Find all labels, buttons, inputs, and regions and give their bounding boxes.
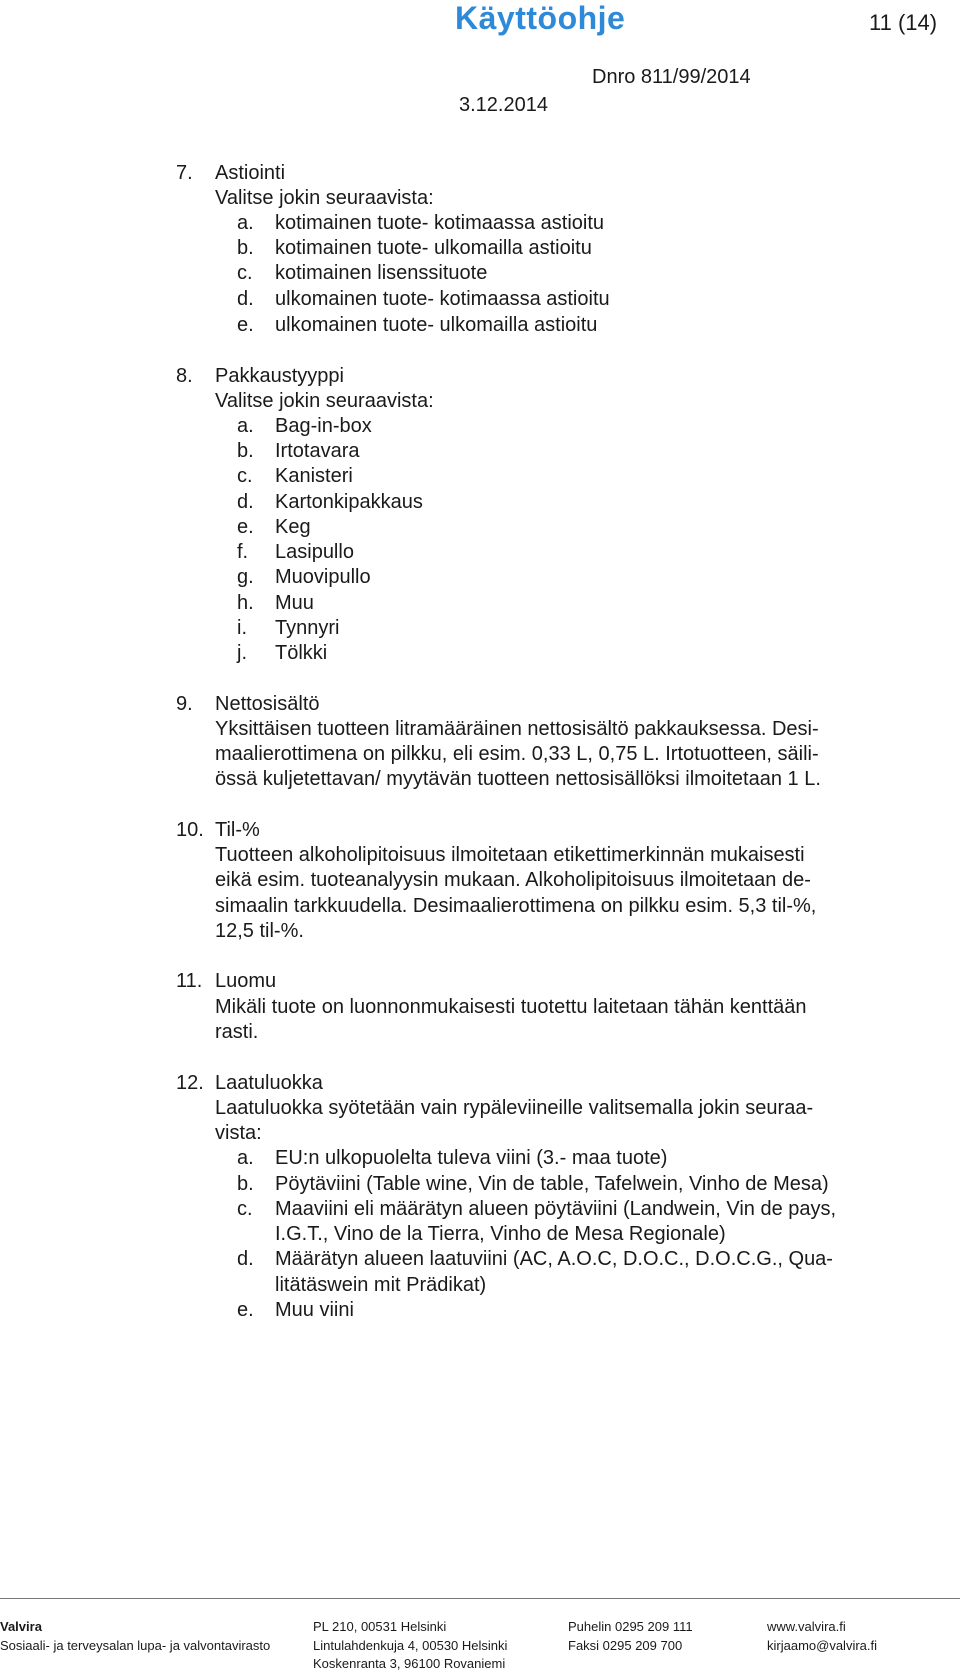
list-marker: a.: [237, 1147, 254, 1169]
list-item: Irtotavara: [275, 440, 360, 462]
footer-phone: Puhelin 0295 209 111: [568, 1619, 693, 1634]
section-body: Mikäli tuote on luonnonmukaisesti tuotettu laitetaan tähän kenttään: [215, 996, 807, 1018]
list-item: kotimainen tuote- kotimaassa astioitu: [275, 212, 605, 234]
page-number: 11 (14): [869, 10, 938, 35]
list-marker: g.: [237, 566, 254, 588]
section-body: Laatuluokka syötetään vain rypäleviineille valitsemalla jokin seuraa-: [215, 1097, 814, 1119]
list-marker: f.: [237, 541, 249, 563]
footer-email-link[interactable]: kirjaamo@valvira.fi: [767, 1638, 877, 1653]
list-item: Keg: [275, 516, 311, 538]
section-number: 11.: [176, 970, 203, 992]
footer-org: Valvira: [0, 1619, 42, 1634]
list-item: Tölkki: [275, 642, 328, 664]
section-number: 12.: [176, 1072, 204, 1094]
section-body: rasti.: [215, 1021, 259, 1043]
section-title: Pakkaustyyppi: [215, 365, 344, 387]
list-item: Tynnyri: [275, 617, 340, 639]
list-item: Muu viini: [275, 1299, 354, 1321]
footer-org-full: Sosiaali- ja terveysalan lupa- ja valvontavirasto: [0, 1638, 271, 1653]
list-marker: d.: [237, 1248, 254, 1270]
list-marker: b.: [237, 237, 254, 259]
footer-address: Koskenranta 3, 96100 Rovaniemi: [313, 1656, 506, 1671]
list-marker: i.: [237, 617, 247, 639]
section-body: Yksittäisen tuotteen litramääräinen nettosisältö pakkauksessa. Desi-: [215, 718, 819, 740]
section-number: 8.: [176, 365, 193, 387]
section-body: 12,5 til-%.: [215, 920, 304, 942]
section-body: Tuotteen alkoholipitoisuus ilmoitetaan etikettimerkinnän mukaisesti: [215, 844, 805, 866]
list-marker: d.: [237, 288, 254, 310]
document-number: Dnro 811/99/2014: [592, 66, 751, 88]
section-title: Laatuluokka: [215, 1072, 323, 1094]
document-date: 3.12.2014: [459, 94, 548, 116]
list-marker: e.: [237, 516, 254, 538]
list-item: Maaviini eli määrätyn alueen pöytäviini (Landwein, Vin de pays,: [275, 1198, 837, 1220]
list-item: EU:n ulkopuolelta tuleva viini (3.- maa tuote): [275, 1147, 668, 1169]
list-item: Lasipullo: [275, 541, 354, 563]
section-title: Til-%: [215, 819, 260, 841]
section-body: simaalin tarkkuudella. Desimaalierottimena on pilkku esim. 5,3 til-%,: [215, 895, 817, 917]
section-body: Valitse jokin seuraavista:: [215, 187, 434, 209]
footer-address: PL 210, 00531 Helsinki: [313, 1619, 447, 1634]
list-marker: c.: [237, 262, 253, 284]
list-item: Määrätyn alueen laatuviini (AC, A.O.C, D.O.C., D.O.C.G., Qua-: [275, 1248, 833, 1270]
list-item-continuation: I.G.T., Vino de la Tierra, Vinho de Mesa Regionale): [275, 1223, 726, 1245]
section-body: maalierottimena on pilkku, eli esim. 0,33 L, 0,75 L. Irtotuotteen, säili-: [215, 743, 819, 765]
section-body: eikä esim. tuoteanalyysin mukaan. Alkoholipitoisuus ilmoitetaan de-: [215, 869, 811, 891]
section-body: Valitse jokin seuraavista:: [215, 390, 434, 412]
list-item-continuation: litätäswein mit Prädikat): [275, 1274, 487, 1296]
list-item: Bag-in-box: [275, 415, 372, 437]
footer-web-link[interactable]: www.valvira.fi: [767, 1619, 846, 1634]
footer-address: Lintulahdenkuja 4, 00530 Helsinki: [313, 1638, 508, 1653]
section-body: össä kuljetettavan/ myytävän tuotteen nettosisällöksi ilmoitetaan 1 L.: [215, 768, 821, 790]
list-item: Kanisteri: [275, 465, 353, 487]
list-marker: b.: [237, 1173, 254, 1195]
list-item: Pöytäviini (Table wine, Vin de table, Tafelwein, Vinho de Mesa): [275, 1173, 829, 1195]
section-title: Luomu: [215, 970, 277, 992]
list-marker: b.: [237, 440, 254, 462]
section-number: 9.: [176, 693, 193, 715]
list-marker: c.: [237, 1198, 253, 1220]
section-number: 7.: [176, 162, 193, 184]
document-title: Käyttöohje: [455, 0, 626, 36]
list-marker: a.: [237, 415, 254, 437]
list-item: Muu: [275, 592, 314, 614]
list-item: Kartonkipakkaus: [275, 491, 423, 513]
section-title: Nettosisältö: [215, 693, 320, 715]
list-marker: h.: [237, 592, 254, 614]
list-marker: j.: [237, 642, 247, 664]
section-body: vista:: [215, 1122, 262, 1144]
list-item: ulkomainen tuote- ulkomailla astioitu: [275, 314, 598, 336]
footer-divider: [0, 1598, 960, 1599]
list-item: ulkomainen tuote- kotimaassa astioitu: [275, 288, 610, 310]
list-item: kotimainen lisenssituote: [275, 262, 488, 284]
list-marker: e.: [237, 314, 254, 336]
list-marker: a.: [237, 212, 254, 234]
section-number: 10.: [176, 819, 204, 841]
list-marker: d.: [237, 491, 254, 513]
section-title: Astiointi: [215, 162, 286, 184]
list-item: Muovipullo: [275, 566, 371, 588]
list-marker: c.: [237, 465, 253, 487]
list-item: kotimainen tuote- ulkomailla astioitu: [275, 237, 592, 259]
list-marker: e.: [237, 1299, 254, 1321]
footer-fax: Faksi 0295 209 700: [568, 1638, 683, 1653]
